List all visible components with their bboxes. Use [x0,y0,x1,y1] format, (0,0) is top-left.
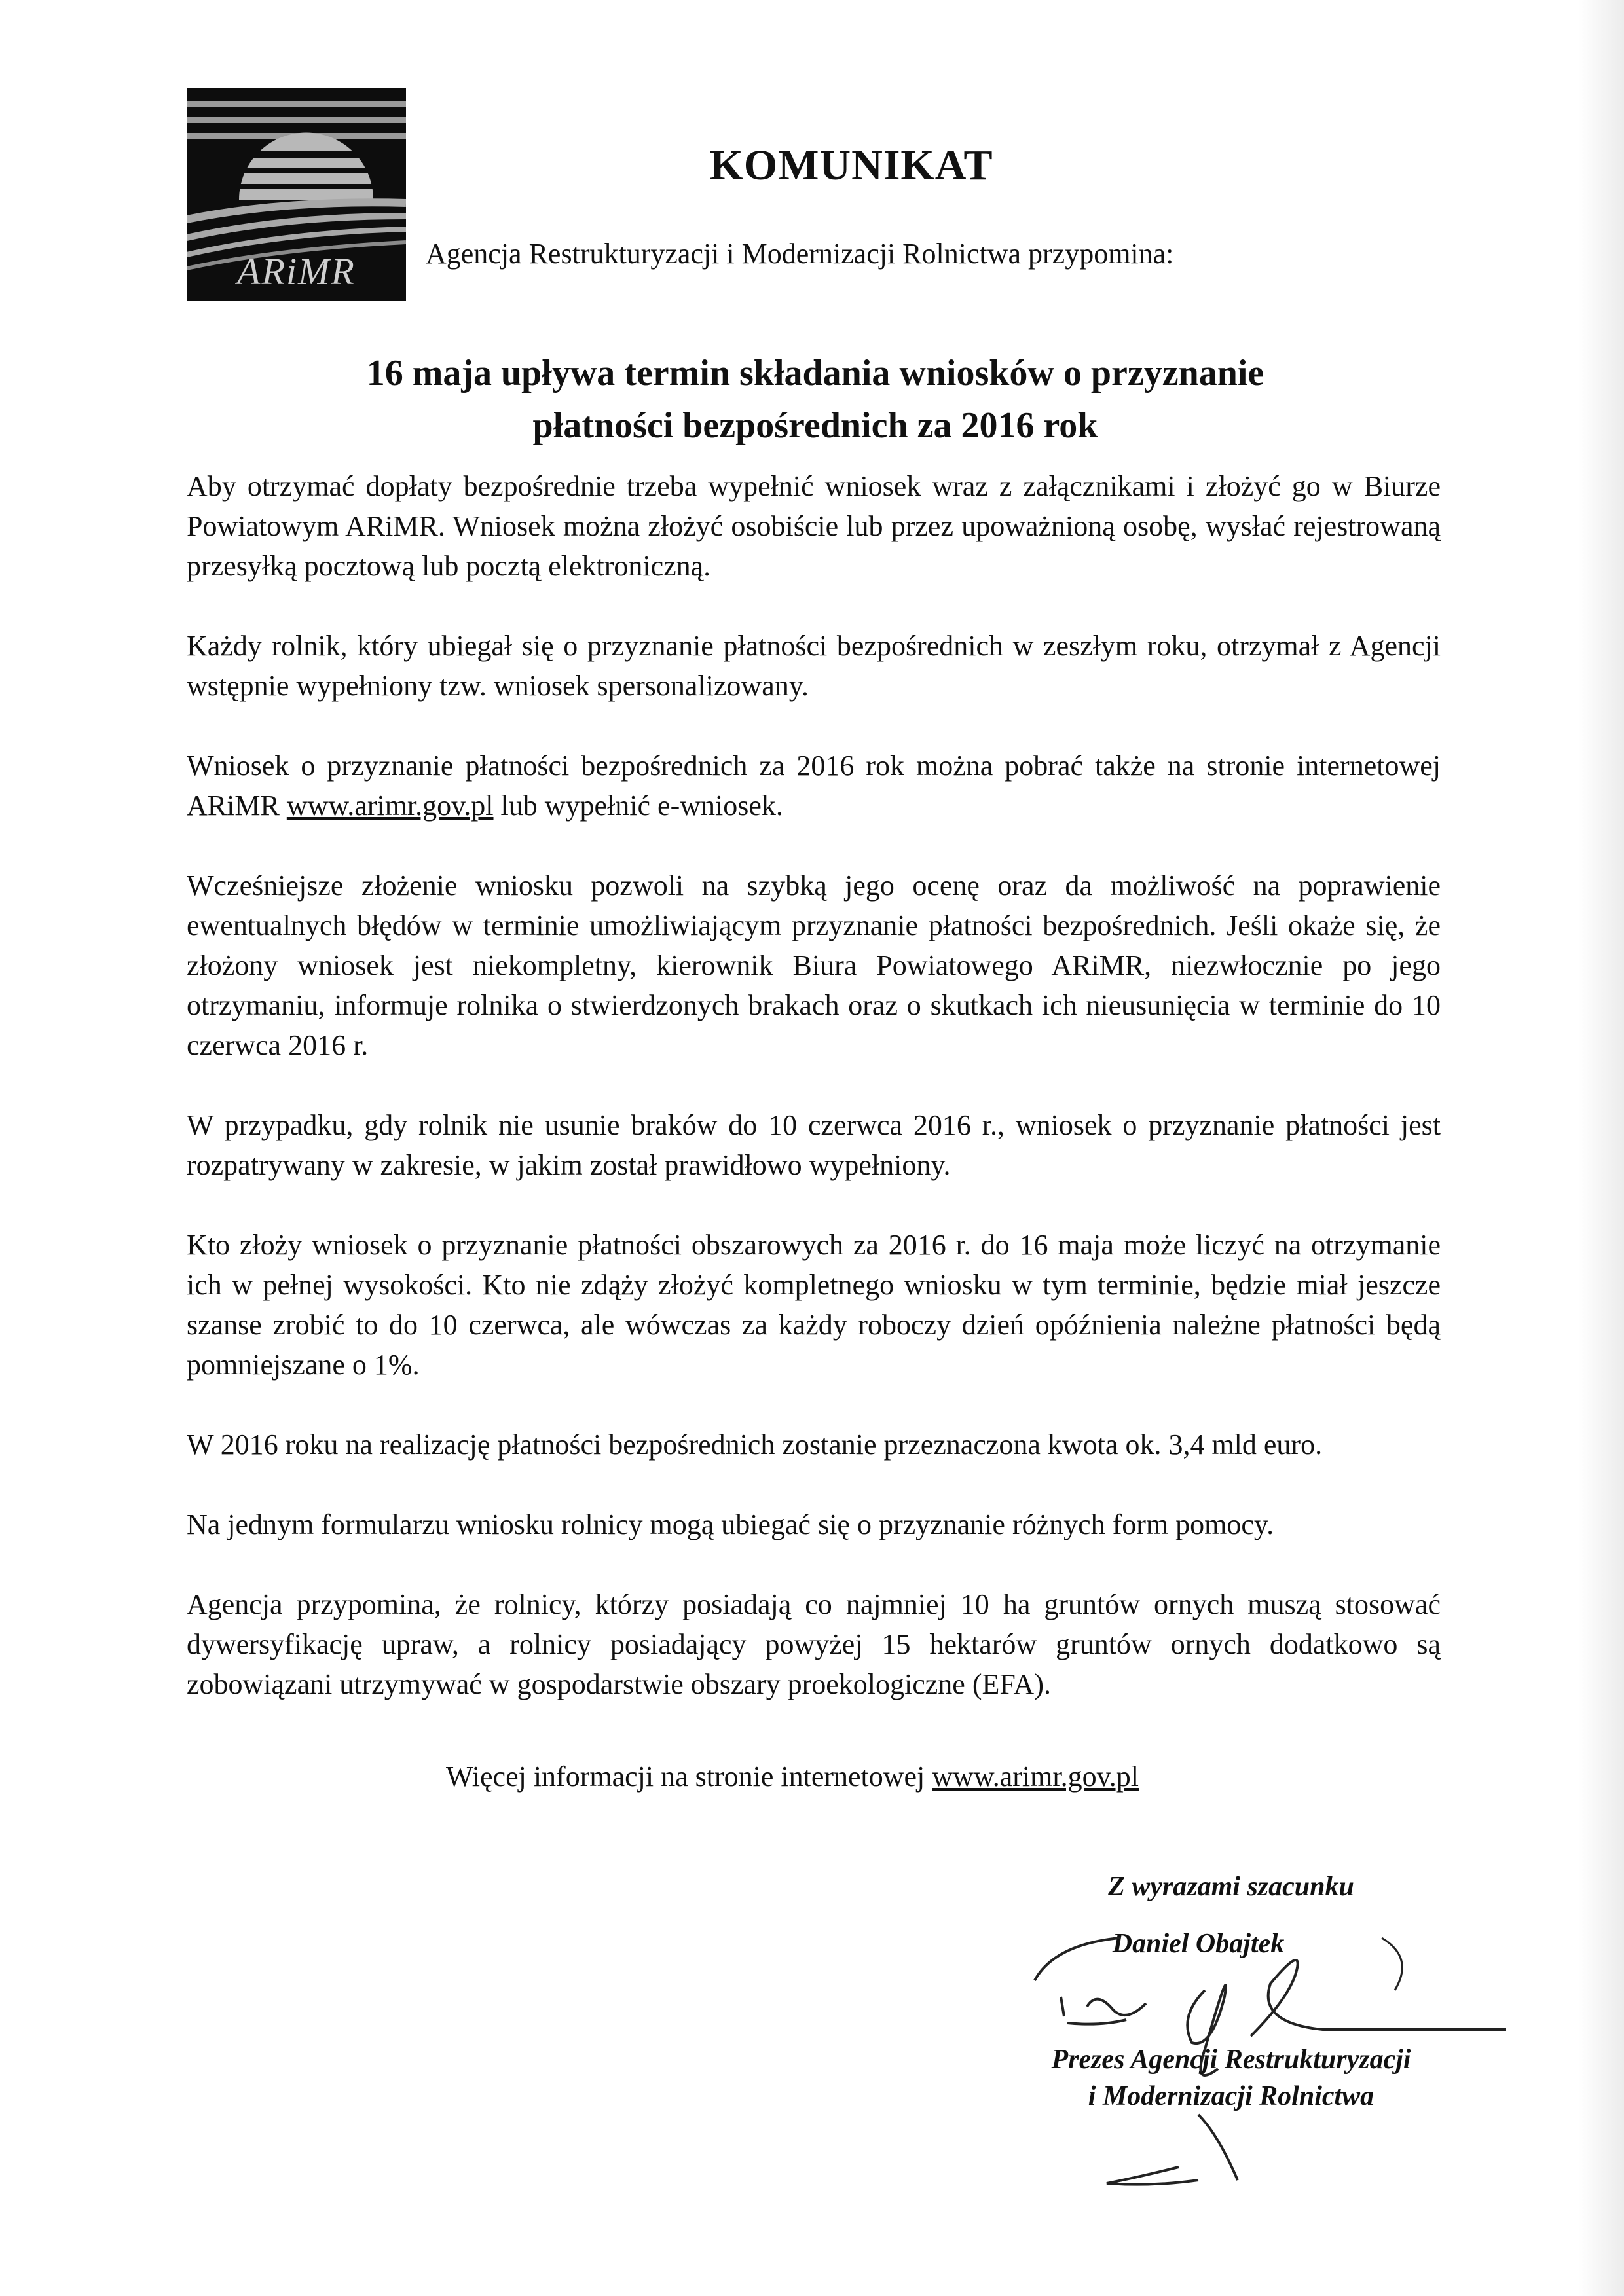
signer-position-line-1: Prezes Agencji Restrukturyzacji [1051,2045,1411,2075]
website-link[interactable]: www.arimr.gov.pl [286,790,494,822]
paragraph-9: Agencja przypomina, że rolnicy, którzy posiadają co najmniej 10 ha gruntów ornych muszą stosować dywersyfikację upraw, a rolnicy posiadający powyżej 15 hektarów gruntów ornych dodatkowo są zobowiązani utrzymywać w gospodarstwie obszary proekologiczne (EFA). [187,1588,1441,1700]
paragraph-3-text-before: Wniosek o przyznanie płatności bezpośrednich za 2016 rok można pobrać także na stronie internetowej ARiMR [187,750,1441,822]
scan-edge-shadow [1578,0,1624,2296]
paragraph-7: W 2016 roku na realizację płatności bezpośrednich zostanie przeznaczona kwota ok. 3,4 mld euro. [187,1429,1323,1461]
paragraph-4: Wcześniejsze złożenie wniosku pozwoli na szybką jego ocenę oraz da możliwość na poprawienie ewentualnych błędów w terminie umożliwiającym przyznanie płatności bezpośrednich. Jeśli okaże się, że złożony wniosek jest niekompletny, kierownik Biura Powiatowego ARiMR, niezwłocznie po jego otrzymaniu, informuje rolnika o stwierdzonych brakach oraz o skutkach ich nieusunięcia w terminie do 10 czerwca 2016 r. [187,869,1441,1061]
headline [187,347,1444,452]
signer-name: Daniel Obajtek [1112,1929,1285,1959]
paragraph-3 [187,746,1441,826]
paragraph-3-text-after: lub wypełnić e-wniosek. [493,790,783,822]
headline-line-1: 16 maja upływa termin składania wniosków o przyznanie [366,353,1264,393]
body-text [187,466,1441,1704]
paragraph-6: Kto złoży wniosek o przyznanie płatności obszarowych za 2016 r. do 16 maja może liczyć na otrzymanie ich w pełnej wysokości. Kto nie zdąży złożyć kompletnego wniosku w tym terminie, będzie miał jeszcze szanse zrobić to do 10 czerwca, ale wówczas za każdy roboczy dzień opóźnienia należne płatności będą pomniejszane o 1%. [187,1229,1441,1381]
paragraph-8: Na jednym formularzu wniosku rolnicy mogą ubiegać się o przyznanie różnych form pomocy. [187,1508,1274,1540]
more-info-text: Więcej informacji na stronie internetowej [446,1760,932,1793]
signer-position-line-2: i Modernizacji Rolnictwa [1088,2081,1375,2111]
headline-line-2: płatności bezpośrednich za 2016 rok [532,405,1098,446]
page-title: KOMUNIKAT [709,141,993,189]
paragraph-1: Aby otrzymać dopłaty bezpośrednie trzeba wypełnić wniosek wraz z załącznikami i złożyć go w Biurze Powiatowym ARiMR. Wniosek można złożyć osobiście lub przez upoważnioną osobę, wysłać rejestrowaną przesyłką pocztową lub pocztą elektroniczną. [187,470,1441,582]
agency-intro: Agencja Restrukturyzacji i Modernizacji Rolnictwa przypomina: [426,238,1174,270]
paragraph-5: W przypadku, gdy rolnik nie usunie braków do 10 czerwca 2016 r., wniosek o przyznanie płatności jest rozpatrywany w zakresie, w jakim został prawidłowo wypełniony. [187,1109,1441,1181]
logo-wordmark: ARiMR [237,250,356,293]
more-info-link[interactable]: www.arimr.gov.pl [932,1760,1139,1793]
signer-position [851,2041,1611,2115]
arimr-logo-icon [187,88,406,301]
more-info-line [187,1760,1398,1793]
paragraph-2: Każdy rolnik, który ubiegał się o przyznanie płatności bezpośrednich w zeszłym roku, otrzymał z Agencji wstępnie wypełniony tzw. wniosek spersonalizowany. [187,630,1441,702]
closing-salutation: Z wyrazami szacunku [1108,1872,1354,1902]
